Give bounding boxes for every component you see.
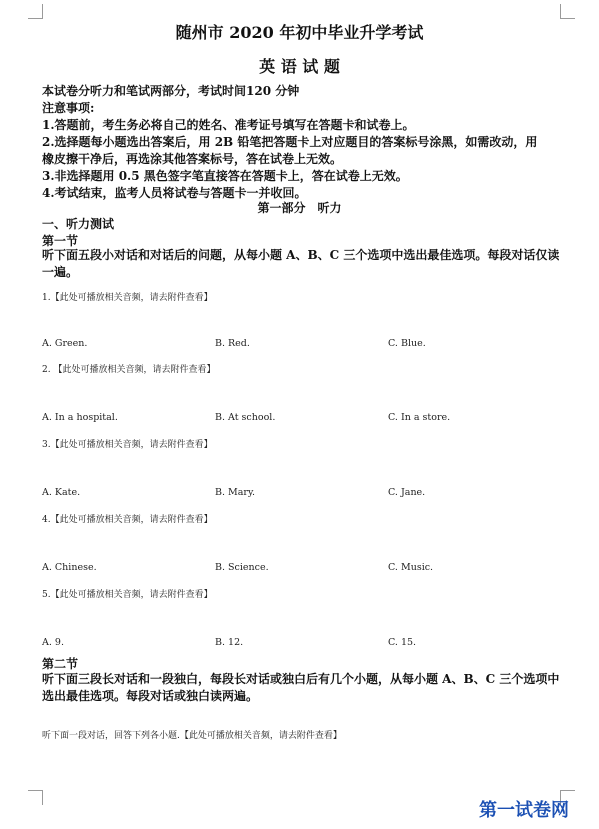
- notice-heading: 注意事项:: [42, 101, 95, 115]
- question-4-option-a: A. Chinese.: [42, 562, 97, 573]
- question-1-option-b: B. Red.: [215, 338, 250, 349]
- question-2-option-a: A. In a hospital.: [42, 412, 118, 423]
- question-2-option-b: B. At school.: [215, 412, 276, 423]
- question-1-option-a: A. Green.: [42, 338, 88, 349]
- dialogue-note: 听下面一段对话，回答下列各小题.【此处可播放相关音频，请去附件查看】: [42, 731, 342, 741]
- question-3-audio-label: 3.【此处可播放相关音频，请去附件查看】: [42, 440, 213, 450]
- section-two-title: 第二节: [42, 657, 79, 671]
- question-4-option-b: B. Science.: [215, 562, 269, 573]
- part-one-heading: 第一部分 听力: [257, 201, 342, 215]
- notice-item-1: 1.答题前，考生务必将自己的姓名、准考证号填写在答题卡和试卷上。: [42, 118, 415, 132]
- question-3-option-a: A. Kate.: [42, 487, 81, 498]
- crop-mark-bottom-left: [28, 790, 43, 805]
- question-5-option-b: B. 12.: [215, 637, 244, 648]
- notice-item-3: 3.非选择题用 0.5 黑色签字笔直接答在答题卡上，答在试卷上无效。: [42, 169, 408, 183]
- section-one-title: 第一节: [42, 234, 79, 248]
- question-4-option-c: C. Music.: [388, 562, 434, 573]
- section-one-instruction: 听下面五段小对话和对话后的问题，从每小题 A、B、C 三个选项中选出最佳选项。每段对话仅读一遍。: [42, 248, 560, 279]
- question-5-option-c: C. 15.: [388, 637, 417, 648]
- crop-mark-top-right: [560, 4, 575, 19]
- question-2-audio-label: 2. 【此处可播放相关音频，请去附件查看】: [42, 365, 216, 375]
- site-watermark: 第一试卷网: [479, 800, 569, 821]
- intro-line: 本试卷分听力和笔试两部分，考试时间120 分钟: [42, 84, 300, 98]
- exam-subtitle: 英 语 试 题: [259, 57, 340, 76]
- notice-item-2: 2.选择题每小题选出答案后，用 2B 铅笔把答题卡上对应题目的答案标号涂黑，如需改动，用: [42, 135, 538, 149]
- section-heading: 一、听力测试: [42, 217, 115, 231]
- question-2-option-c: C. In a store.: [388, 412, 451, 423]
- section-two-instruction: 听下面三段长对话和一段独白，每段长对话或独白后有几个小题，从每小题 A、B、C 三个选项中选出最佳选项。每段对话或独白读两遍。: [42, 672, 560, 703]
- notice-item-4: 4.考试结束，监考人员将试卷与答题卡一并收回。: [42, 186, 307, 200]
- crop-mark-top-left: [28, 4, 43, 19]
- question-3-option-c: C. Jane.: [388, 487, 426, 498]
- question-5-audio-label: 5.【此处可播放相关音频，请去附件查看】: [42, 590, 213, 600]
- notice-item-2-cont: 橡皮擦干净后，再选涂其他答案标号，答在试卷上无效。: [42, 152, 343, 166]
- question-4-audio-label: 4.【此处可播放相关音频，请去附件查看】: [42, 515, 213, 525]
- question-1-option-c: C. Blue.: [388, 338, 426, 349]
- question-3-option-b: B. Mary.: [215, 487, 256, 498]
- question-1-audio-label: 1.【此处可播放相关音频，请去附件查看】: [42, 293, 213, 303]
- question-5-option-a: A. 9.: [42, 637, 64, 648]
- exam-title: 随州市 2020 年初中毕业升学考试: [175, 23, 424, 42]
